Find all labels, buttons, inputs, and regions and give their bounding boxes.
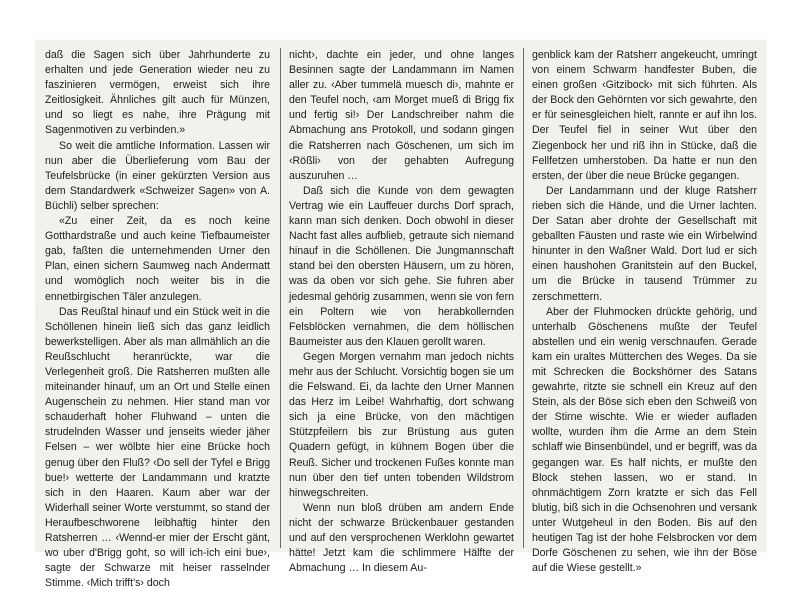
text-column-3 xyxy=(532,48,757,576)
paragraph: genblick kam der Ratsherr angekeucht, umringt von einem Schwarm handfester Buben, die einen großen ‹Gitzibock› mit sich führten. Als der Bock den Gehörnten vor sich gewahrte, den er für seinesgleichen hielt, rannte er auf ihn los. Der Teufel fiel in seiner Wut über den Ziegenbock her und riß ihn in Stücke, daß die Fellfetzen umherstoben. Da hatte er nun den ersten, der über die neue Brücke gegangen. xyxy=(532,49,757,182)
paragraph: nicht›, dachte ein jeder, und ohne langes Besinnen sagte der Landammann im Namen aller zu. ‹Aber tummelä muesch di›, mahnte er den Teufel noch, ‹am Morget mueß di Brigg fix und fertig si!› Der Landschreiber nahm die Abmachung ans Protokoll, und sodann gingen die Ratsherren nach Göschenen, um sich im ‹Rößli› von der gehabten Aufregung auszuruhen … xyxy=(289,49,514,182)
paragraph: So weit die amtliche Information. Lassen wir nun aber die Überlieferung vom Bau der Teufelsbrücke (in einer gekürzten Version aus dem Standardwerk «Schweizer Sagen» von A. Büchli) selber sprechen: xyxy=(45,139,270,212)
column-divider xyxy=(523,48,524,548)
paragraph: Wenn nun bloß drüben am andern Ende nicht der schwarze Brückenbauer gestanden und auf den versprochenen Werklohn gewartet hätte! Jetzt kam die schlimmere Hälfte der Abmachung … In diesem Au- xyxy=(289,501,514,575)
paragraph: «Zu einer Zeit, da es noch keine Gotthardstraße und auch keine Tiefbaumeister gab, faßten die unternehmenden Urner den Plan, einen sichern Saumweg nach Andermatt und womöglich noch weiter bis in die ennetbirgischen Täler anzulegen. xyxy=(45,215,270,303)
paragraph: Das Reußtal hinauf und ein Stück weit in die Schöllenen hinein ließ sich das ganz leidlich bewerkstelligen. Aber als man allmählich an die Reußschlucht heranrückte, war die Verlegenheit groß. Die Ratsherren mußten alle miteinander hinauf, um an Ort und Stelle einen Augenschein zu nehmen. Hier stand man vor schauderhaft hoher Fluhwand – unten die strudelnden Wasser und jenseits wieder jäher Felsen – wer wölbte hier eine Brücke hoch genug über den Fluß? ‹Do sell der Tyfel e Brigg bue!› wetterte der Landammann und kratzte sich in den Haaren. Kaum aber war der Widerhall seiner Worte verstummt, so stand der Heraufbeschworene leibhaftig hinter den Ratsherren … ‹Wennd-er mier der Erscht gänt, wo uber d'Brigg goht, so will ich-ich eini bue›, sagte der Schwarze mit heiser rasselnder Stimme. ‹Mich trifft's› doch xyxy=(45,305,270,590)
paragraph: Daß sich die Kunde von dem gewagten Vertrag wie ein Lauffeuer durchs Dorf sprach, kann man sich denken. Doch obwohl in dieser Nacht fast alles aufblieb, getraute sich niemand hinauf in die Schöllenen. Die Jungmannschaft stand bei den obersten Häusern, um zu hören, was da oben vor sich gehe. Sie fuhren aber jedesmal gehörig zusammen, wenn sie von fern ein Poltern wie von herabkollernden Felsblöcken vernahmen, die dem höllischen Baumeister aus den Klauen gerollt waren. xyxy=(289,184,514,348)
text-column-1 xyxy=(45,48,270,591)
text-column-2 xyxy=(289,48,514,576)
paragraph: Gegen Morgen vernahm man jedoch nichts mehr aus der Schlucht. Vorsichtig bogen sie um die Felswand. Ei, da lachte den Urner Mannen das Herz im Leibe! Wahrhaftig, dort schwang sich ja eine Brücke, von den mächtigen Stützpfeilern bis zur Brüstung aus guten Quadern gefügt, in kühnem Bogen über die Reuß. Sicher und trockenen Fußes konnte man nun über den tief unten tobenden Wildstrom hinwegschreiten. xyxy=(289,350,514,499)
column-divider xyxy=(280,48,281,548)
paragraph: daß die Sagen sich über Jahrhunderte zu erhalten und jede Generation wieder neu zu faszinieren vermögen, erweist sich ihre Zeitlosigkeit. Ähnliches gilt auch für Münzen, und so liegt es nahe, ihre Prägung mit Sagenmotiven zu verbinden.» xyxy=(45,49,270,137)
paragraph: Aber der Fluhmocken drückte gehörig, und unterhalb Göschenens mußte der Teufel abstellen und ein wenig verschnaufen. Gerade kam ein uraltes Mütterchen des Weges. Da sie mit Schrecken die Bockshörner des Satans gewahrte, ritzte sie schnell ein Kreuz auf den Stein, als der Böse sich eben den Schweiß von der Stirne wischte. Wie er wieder aufladen wollte, wurden ihm die Arme an dem Stein schlaff wie Binsenbündel, und er begriff, was da gegangen war. Es half nichts, er mußte den Block stehen lassen, wo er stand. In ohnmächtigem Zorn kratzte er sich das Fell blutig, biß sich in die Ochsenohren und versank unter Wutgeheul in den Boden. Bis auf den heutigen Tag ist der hohe Felsbrocken vor dem Dorfe Göschenen zu sehen, wie ihn der Böse auf die Wiese gestellt.» xyxy=(532,305,757,575)
book-page xyxy=(35,40,767,590)
paragraph: Der Landammann und der kluge Ratsherr rieben sich die Hände, und die Urner lachten. Der Satan aber drohte der Gesellschaft mit geballten Fäusten und raste wie ein Wirbelwind hinunter in den Waßner Wald. Dort lud er sich einen haushohen Granitstein auf den Buckel, um die Brücke in tausend Trümmer zu zerschmettern. xyxy=(532,184,757,303)
